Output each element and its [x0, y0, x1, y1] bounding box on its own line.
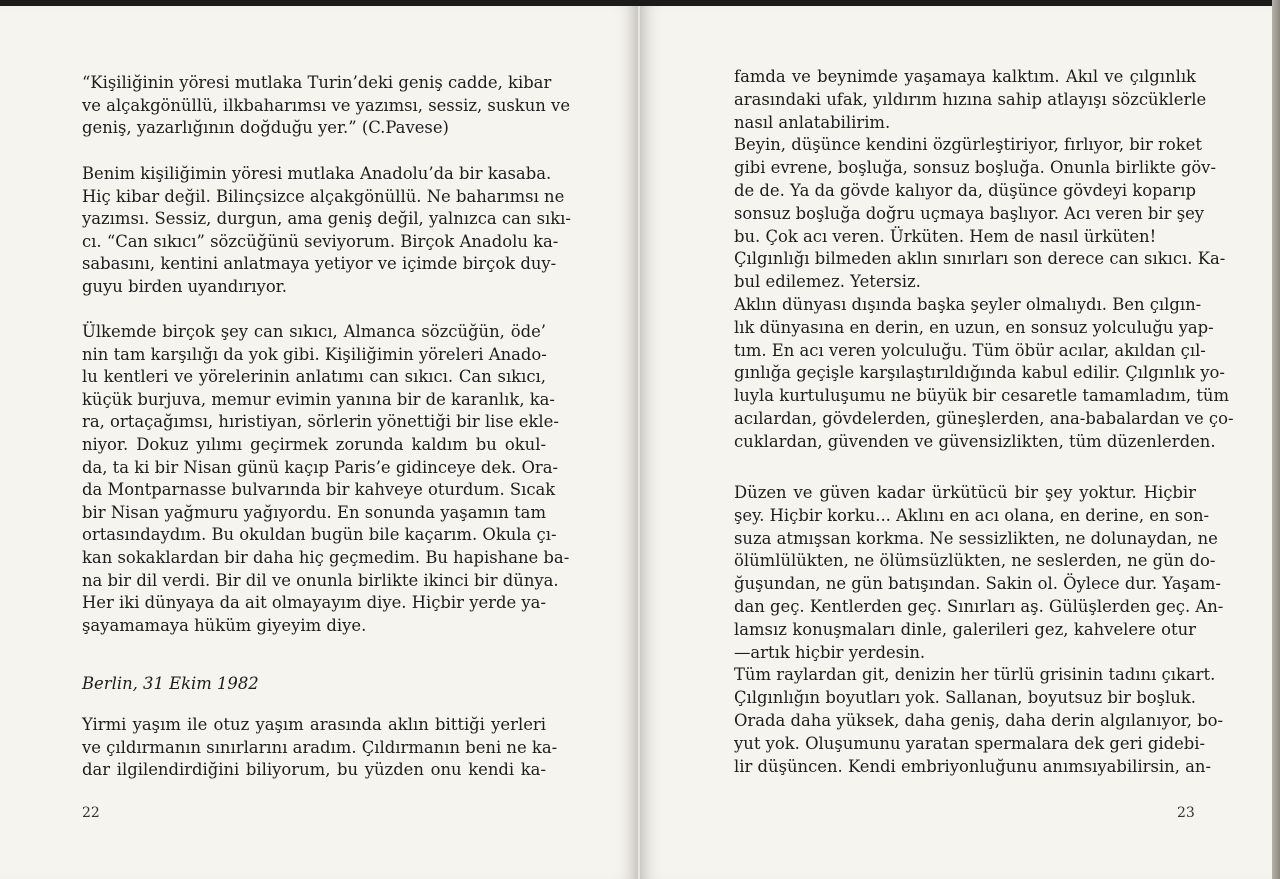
text-line: cı. “Can sıkıcı” sözcüğünü seviyorum. Birçok Anadolu ka-: [82, 231, 559, 251]
text-line: Benim kişiliğimin yöresi mutlaka Anadolu’da bir kasaba.: [82, 164, 552, 183]
text-line: cuklardan, güvenden ve güvensizlikten, tüm düzenlerden.: [734, 431, 1216, 451]
text-line: “Kişiliğinin yöresi mutlaka Turin’deki geniş cadde, kibar: [82, 73, 552, 92]
text-line: Orada daha yüksek, daha geniş, daha derin algılanıyor, bo-: [734, 710, 1224, 730]
text-line: Çılgınlığı bilmeden aklın sınırları son derece can sıkıcı. Ka-: [734, 249, 1226, 269]
text-line: guyu birden uyandırıyor.: [82, 276, 287, 296]
text-line: Aklın dünyası dışında başka şeyler olmalıydı. Ben çılgın-: [734, 294, 1202, 314]
text-line: şayamamaya hüküm giyeyim diye.: [82, 615, 367, 635]
right-page: [640, 6, 1272, 879]
text-line: na bir dil verdi. Bir dil ve onunla birlikte ikinci bir dünya.: [82, 570, 559, 590]
text-line: —artık hiçbir yerdesin.: [734, 642, 926, 662]
text-line: lu kentleri ve yörelerinin anlatımı can sıkıcı. Can sıkıcı,: [82, 367, 546, 387]
text-line: ölümlülükten, ne ölümsüzlükten, ne seslerden, ne gün do-: [734, 551, 1216, 571]
text-line: acılardan, gövdelerden, güneşlerden, ana-babalardan ve ço-: [734, 408, 1234, 428]
date-heading: [82, 673, 546, 696]
text-line: da Montparnasse bulvarında bir kahveye oturdum. Sıcak: [82, 480, 556, 500]
text-line: arasındaki ufak, yıldırım hızına sahip atlayışı sözcüklerle: [734, 89, 1207, 109]
paragraph: [82, 321, 570, 637]
pavese-quote: [82, 72, 571, 140]
text-line: kan sokaklardan bir daha hiç geçmedim. Bu hapishane ba-: [82, 547, 570, 567]
text-line: luyla kurtuluşumu ne büyük bir cesaretle tamamladım, tüm: [734, 386, 1230, 406]
text-line: Her iki dünyaya da ait olmayayım diye. Hiçbir yerde ya-: [82, 593, 546, 613]
paragraph: [734, 482, 1224, 778]
text-line: ve çıldırmanın sınırlarını aradım. Çıldırmanın beni ne ka-: [82, 737, 558, 757]
text-line: geniş, yazarlığının doğduğu yer.” (C.Pavese): [82, 118, 449, 138]
text-line: Tüm raylardan git, denizin her türlü grisinin tadını çıkart.: [734, 665, 1216, 685]
text-line: lık dünyasına en derin, en uzun, en sonsuz yolculuğu yap-: [734, 317, 1214, 337]
text-line: Berlin, 31 Ekim 1982: [82, 674, 259, 693]
text-line: famda ve beynimde yaşamaya kalktım. Akıl ve çılgınlık: [734, 67, 1196, 86]
text-line: yazımsı. Sessiz, durgun, ama geniş değil, yalnızca can sıkı-: [82, 209, 571, 229]
text-line: gibi evrene, boşluğa, sonsuz boşluğa. Onunla birlikte göv-: [734, 158, 1216, 178]
text-line: gınlığa geçişle karşılaştırıldığında kabul edilir. Çılgınlık yo-: [734, 363, 1225, 383]
text-line: niyor. Dokuz yılımı geçirmek zorunda kaldım bu okul-: [82, 434, 546, 454]
text-line: da, ta ki bir Nisan günü kaçıp Paris’e gidinceye dek. Ora-: [82, 457, 559, 477]
paragraph: [734, 66, 1234, 454]
text-line: de de. Ya da gövde kalıyor da, düşünce gövdeyi koparıp: [734, 180, 1196, 200]
text-line: tım. En acı veren yolculuğu. Tüm öbür acılar, akıldan çıl-: [734, 340, 1206, 360]
text-line: Yirmi yaşım ile otuz yaşım arasında aklın bittiği yerleri: [82, 715, 546, 734]
text-line: şey. Hiçbir korku... Aklını en acı olana, en derine, en son-: [734, 505, 1210, 525]
text-line: lir düşüncen. Kendi embriyonluğunu anımsıyabilirsin, an-: [734, 756, 1211, 776]
book-edge: [1272, 0, 1280, 879]
text-line: lamsız konuşmaları dinle, galerileri gez, kahvelere otur: [734, 619, 1196, 639]
text-line: sabasını, kentini anlatmaya yetiyor ve içimde birçok duy-: [82, 254, 557, 274]
text-line: bu. Çok acı veren. Ürküten. Hem de nasıl ürküten!: [734, 226, 1157, 246]
text-line: Hiç kibar değil. Bilinçsizce alçakgönüllü. Ne baharımsı ne: [82, 186, 565, 206]
paragraph: [82, 163, 571, 299]
text-line: bir Nisan yağmuru yağıyordu. En sonunda yaşamın tam: [82, 502, 546, 522]
text-line: nasıl anlatabilirim.: [734, 112, 891, 132]
text-line: ra, ortaçağımsı, hıristiyan, sörlerin yönettiği bir lise ekle-: [82, 412, 559, 432]
page-number: 23: [1177, 805, 1195, 821]
text-line: ve alçakgönüllü, ilkbaharımsı ve yazımsı, sessiz, suskun ve: [82, 95, 571, 115]
text-line: nin tam karşılığı da yok gibi. Kişiliğimin yöreleri Anado-: [82, 344, 547, 364]
text-line: sonsuz boşluğa doğru uçmaya başlıyor. Acı veren bir şey: [734, 203, 1205, 223]
text-line: Düzen ve güven kadar ürkütücü bir şey yoktur. Hiçbir: [734, 483, 1196, 502]
left-page: [0, 6, 638, 879]
text-line: Ülkemde birçok şey can sıkıcı, Almanca sözcüğün, öde’: [82, 322, 546, 341]
text-line: Beyin, düşünce kendini özgürleştiriyor, fırlıyor, bir roket: [734, 135, 1202, 155]
text-line: Çılgınlığın boyutları yok. Sallanan, boyutsuz bir boşluk.: [734, 688, 1196, 708]
paragraph: [82, 714, 558, 782]
text-line: yut yok. Oluşumunu yaratan spermalara dek geri gidebi-: [734, 733, 1206, 753]
text-line: bul edilemez. Yetersiz.: [734, 272, 921, 292]
text-line: küçük burjuva, memur evimin yanına bir de karanlık, ka-: [82, 389, 555, 409]
page-number: 22: [82, 805, 100, 821]
text-line: suza atmışsan korkma. Ne sessizlikten, ne dolunaydan, ne: [734, 528, 1218, 548]
text-line: ortasındaydım. Bu okuldan bugün bile kaçarım. Okula çı-: [82, 525, 557, 545]
text-line: ğuşundan, ne gün batışından. Sakin ol. Öylece dur. Yaşam-: [734, 574, 1221, 594]
text-line: dan geç. Kentlerden geç. Sınırları aş. Gülüşlerden geç. An-: [734, 596, 1224, 616]
text-line: dar ilgilendirdiğini biliyorum, bu yüzden onu kendi ka-: [82, 760, 546, 780]
